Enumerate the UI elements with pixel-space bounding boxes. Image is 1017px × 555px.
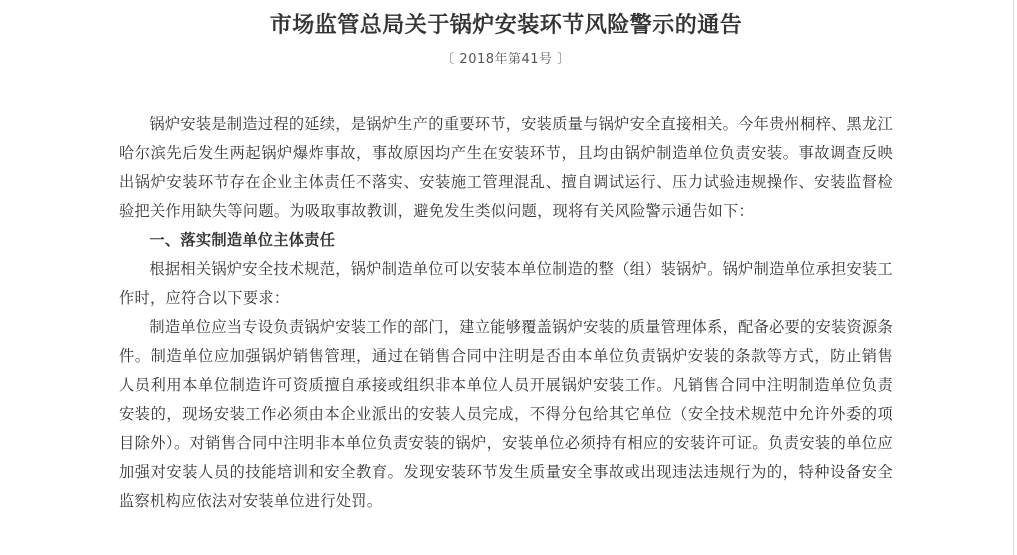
paragraph-installation-rules: 制造单位应当专设负责锅炉安装工作的部门，建立能够覆盖锅炉安装的质量管理体系，配备必要的安装资源条件。制造单位应加强锅炉销售管理，通过在销售合同中注明是否由本单位负责锅炉安装的条款等方式，防止销售人员利用本单位制造许可资质擅自承接或组织非本单位人员开展锅炉安装工作。凡销售合同中注明制造单位负责安装的，现场安装工作必须由本企业派出的安装人员完成，不得分包给其它单位（安全技术规范中允许外委的项目除外）。对销售合同中注明非本单位负责安装的锅炉，安装单位必须持有相应的安装许可证。负责安装的单位应加强对安装人员的技能培训和安全教育。发现安装环节发生质量安全事故或出现违法违规行为的，特种设备安全监察机构应依法对安装单位进行处罚。 <box>119 318 893 510</box>
document-number: 〔 2018年第41号 〕 <box>441 52 571 67</box>
paragraph-requirements: 根据相关锅炉安全技术规范，锅炉制造单位可以安装本单位制造的整（组）装锅炉。锅炉制造单位承担安装工作时，应符合以下要求： <box>119 260 893 307</box>
document-title: 市场监管总局关于锅炉安装环节风险警示的通告 <box>269 13 743 38</box>
paragraph-intro: 锅炉安装是制造过程的延续，是锅炉生产的重要环节，安装质量与锅炉安全直接相关。今年贵州桐梓、黑龙江哈尔滨先后发生两起锅炉爆炸事故，事故原因均产生在安装环节，且均由锅炉制造单位负责安装。事故调查反映出锅炉安装环节存在企业主体责任不落实、安装施工管理混乱、擅自调试运行、压力试验违规操作、安装监督检验把关作用缺失等问题。为吸取事故教训，避免发生类似问题，现将有关风险警示通告如下： <box>119 115 893 220</box>
section-heading: 一、落实制造单位主体责任 <box>149 231 336 249</box>
document-body <box>119 110 893 516</box>
document <box>119 0 893 510</box>
